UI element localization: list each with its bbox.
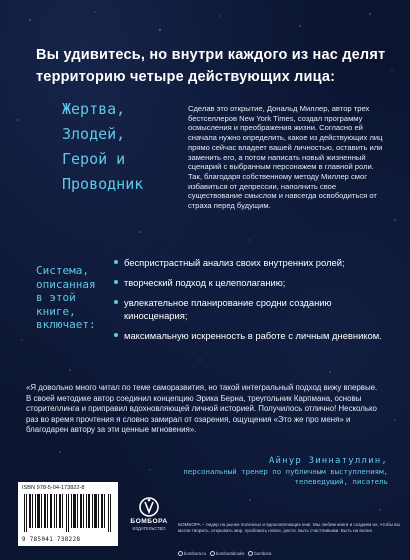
list-item-text: беспристрастный анализ своих внутренних ролей; [124,257,345,268]
author-title: персональный тренер по публичным выступлениям, телеведущий, писатель [183,467,388,486]
roles-list [62,97,182,197]
social-label: bombora.ru [184,551,206,556]
bullet-dot-icon [114,280,118,284]
role-victim: Жертва, [62,100,126,118]
role-hero: Герой и [62,150,126,168]
bullet-dot-icon [114,300,118,304]
list-item [112,329,392,342]
bullet-dot-icon [114,260,118,264]
social-label: bombora [254,551,272,556]
system-features-list [112,256,392,349]
list-item-text: творческий подход к целеполаганию; [124,277,286,288]
list-item [112,256,392,269]
headline: Вы удивитесь, но внутри каждого из нас делят территорию четыре действующих лица: [36,47,386,85]
list-item-text: увлекательное планирование сродни созданию киносценария; [124,297,332,321]
globe-icon [178,551,183,556]
publisher-name: БОМБОРА [130,518,168,525]
testimonial-quote: «Я довольно много читал по теме саморазвития, но такой интегральный подход вижу впервые. В своей методике автор соединил концепцию Эрика Берна, треугольник Карпмана, основы сторителлинга и приправил вдохновляющей личной историей. Получилось отлично! Несколько раз во время прочтения я словно замирал от озарения, ощущения «Это же про меня» и благодарен автору за эти ценные мгновения». [26,383,378,435]
barcode-number: 9 785041 738228 [22,537,81,543]
list-item [112,296,392,322]
publisher-logo [126,496,172,531]
list-item-text: максимальную искренность в работе с личным дневником. [124,330,382,341]
isbn-label: ISBN 978-5-04-173822-8 [22,485,85,491]
telegram-icon [248,551,253,556]
bullet-dot-icon [114,333,118,337]
publisher-socials [178,551,400,556]
author-name: Айнур Зиннатуллин, [268,456,388,466]
barcode-icon [24,494,112,532]
publisher-subtitle: ИЗДАТЕЛЬСТВО [132,526,166,531]
role-guide: Проводник [62,175,144,193]
system-label: Система, описанная в этой книге, включает: [36,264,96,331]
vk-icon [210,551,215,556]
role-villain: Злодей, [62,125,126,143]
bombora-logo-icon [138,496,160,518]
social-telegram[interactable] [248,551,271,556]
isbn-barcode [18,482,118,546]
social-website[interactable] [178,551,206,556]
book-description: Сделав это открытие, Дональд Миллер, автор трех бестселлеров New York Times, создал программу осмысления и преображения жизни. Согласно ей сначала нужно определить, какое из действующих лиц прямо сейчас владеет вашей личностью, оставить или заменить его, а потом написать новый жизненный сценарий с выбранным персонажем в главной роли. Так, благодаря собственному методу Миллер смог избавиться от депрессии, наполнить свое существование смыслом и навсегда освободиться от страха перед будущим. [188,104,383,211]
list-item [112,276,392,289]
publisher-about: БОМБОРА – лидер на рынке полезных и вдохновляющих книг. Мы любим книги и создаем их, чтобы вы могли творить, открывать мир, пробовать новое, расти. Быть счастливыми. Быть на волне. [178,522,400,533]
testimonial-author [138,455,388,486]
social-vk[interactable] [210,551,244,556]
social-label: bomborabooks [215,551,245,556]
